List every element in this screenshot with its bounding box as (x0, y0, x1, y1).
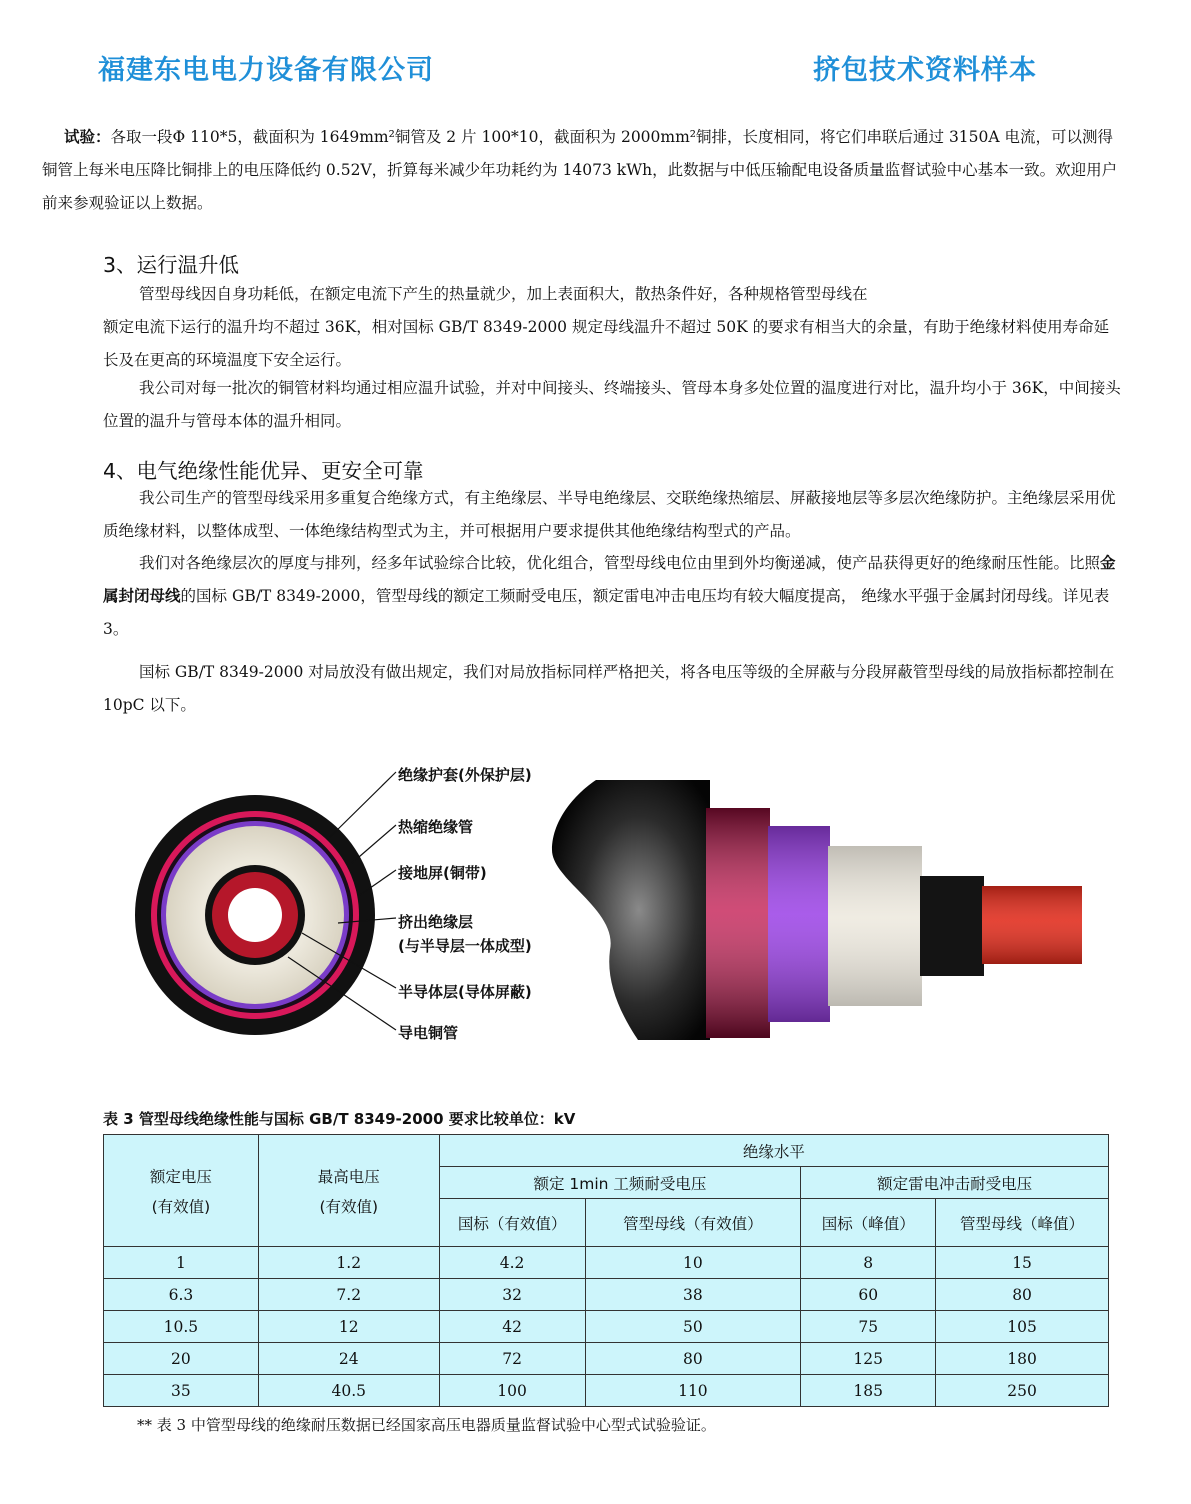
tube-bore (228, 888, 282, 942)
test-label: 试验： (64, 128, 111, 146)
section4-p2-bold: 金属封闭母线 (103, 554, 1116, 605)
table-footnote: ** 表 3 中管型母线的绝缘耐压数据已经国家高压电器质量监督试验中心型式试验验证。 (137, 1416, 716, 1434)
header-national-peak: 国标（峰值） (801, 1199, 936, 1247)
section4-p2-a: 我们对各绝缘层次的厚度与排列，经多年试验综合比较，优化组合，管型母线电位由里到外均衡递减，使产品获得更好的绝缘耐压性能。比照 (139, 554, 1101, 572)
header-rated-voltage: 额定电压 (有效值) (104, 1135, 259, 1247)
section4-paragraph1: 我公司生产的管型母线采用多重复合绝缘方式，有主绝缘层、半导电绝缘层、交联绝缘热缩层、屏蔽接地层等多层次绝缘防护。主绝缘层采用优质绝缘材料，以整体成型、一体绝缘结构型式为主，并可根据用户要求提供其他绝缘结构型式的产品。 (103, 489, 1116, 540)
label-heat-shrink: 热缩绝缘管 (398, 818, 474, 836)
header-lightning-impulse: 额定雷电冲击耐受电压 (801, 1167, 1109, 1199)
section4-paragraph3: 国标 GB/T 8349-2000 对局放没有做出规定，我们对局放指标同样严格把关，将各电压等级的全屏蔽与分段屏蔽管型母线的局放指标都控制在 10pC 以下。 (103, 663, 1115, 714)
table-row: 35 40.5 100 110 185 250 (104, 1375, 1109, 1407)
insulation-comparison-table (103, 1134, 1109, 1407)
label-outer-sheath: 绝缘护套(外保护层) (398, 766, 532, 784)
label-extruded-insulation: 挤出绝缘层 (398, 913, 474, 931)
section3-paragraph1 (103, 278, 1121, 377)
header-power-frequency: 额定 1min 工频耐受电压 (439, 1167, 801, 1199)
label-copper-tube: 导电铜管 (398, 1024, 459, 1042)
label-extruded-insulation-sub: (与半导层一体成型) (398, 937, 532, 955)
header-max-voltage: 最高电压 (有效值) (258, 1135, 439, 1247)
label-ground-screen: 接地屏(铜带) (398, 864, 487, 882)
table-row: 6.3 7.2 32 38 60 80 (104, 1279, 1109, 1311)
header-busbar-rms: 管型母线（有效值） (585, 1199, 801, 1247)
header-busbar-peak: 管型母线（峰值） (936, 1199, 1109, 1247)
section3-p1-first-line: 管型母线因自身功耗低，在额定电流下产生的热量就少，加上表面积大，散热条件好，各种规格管型母线在 (139, 285, 868, 303)
label-semiconductor: 半导体层(导体屏蔽) (398, 983, 532, 1001)
table-row: 1 1.2 4.2 10 8 15 (104, 1247, 1109, 1279)
test-paragraph (42, 121, 1122, 220)
header-insulation-level: 绝缘水平 (439, 1135, 1108, 1167)
table-caption: 表 3 管型母线绝缘性能与国标 GB/T 8349-2000 要求比较单位：kV (103, 1110, 576, 1128)
table-row: 10.5 12 42 50 75 105 (104, 1311, 1109, 1343)
document-title: 挤包技术资料样本 (813, 55, 1037, 86)
section4-p2-b: 的国标 GB/T 8349-2000，管型母线的额定工频耐受电压，额定雷电冲击电压均有较大幅度提高， 绝缘水平强于金属封闭母线。详见表 3。 (103, 587, 1110, 638)
company-name: 福建东电电力设备有限公司 (98, 55, 434, 86)
section4-paragraph2 (103, 547, 1121, 646)
section3-p1-rest: 额定电流下运行的温升均不超过 36K，相对国标 GB/T 8349-2000 规定母线温升不超过 50K 的要求有相当大的余量，有助于绝缘材料使用寿命延长及在更高的环境温度下安全运行。 (103, 318, 1110, 369)
outer-sheath-section (552, 780, 710, 1040)
section3-heading: 3、运行温升低 (103, 253, 240, 277)
table-row: 20 24 72 80 125 180 (104, 1343, 1109, 1375)
semiconductor-section (920, 876, 984, 976)
header-national-rms: 国标（有效值） (439, 1199, 585, 1247)
cable-side-view (548, 770, 1088, 1050)
section4-heading: 4、电气绝缘性能优异、更安全可靠 (103, 459, 424, 483)
section3-paragraph2: 我公司对每一批次的铜管材料均通过相应温升试验，并对中间接头、终端接头、管母本身多处位置的温度进行对比，温升均小于 36K，中间接头位置的温升与管母本体的温升相同。 (103, 379, 1121, 430)
cross-section-diagram (120, 745, 410, 1075)
test-text: 各取一段Φ 110*5，截面积为 1649mm²铜管及 2 片 100*10，截面积为 2000mm²铜排，长度相同，将它们串联后通过 3150A 电流，可以测得铜管上每米电压降比铜排上的电压降低约 0.52V，折算每米减少年功耗约为 14073 kWh，此数据与中低压输配电设备质量监督试验中心基本一致。欢迎用户前来参观验证以上数据。 (42, 128, 1118, 212)
